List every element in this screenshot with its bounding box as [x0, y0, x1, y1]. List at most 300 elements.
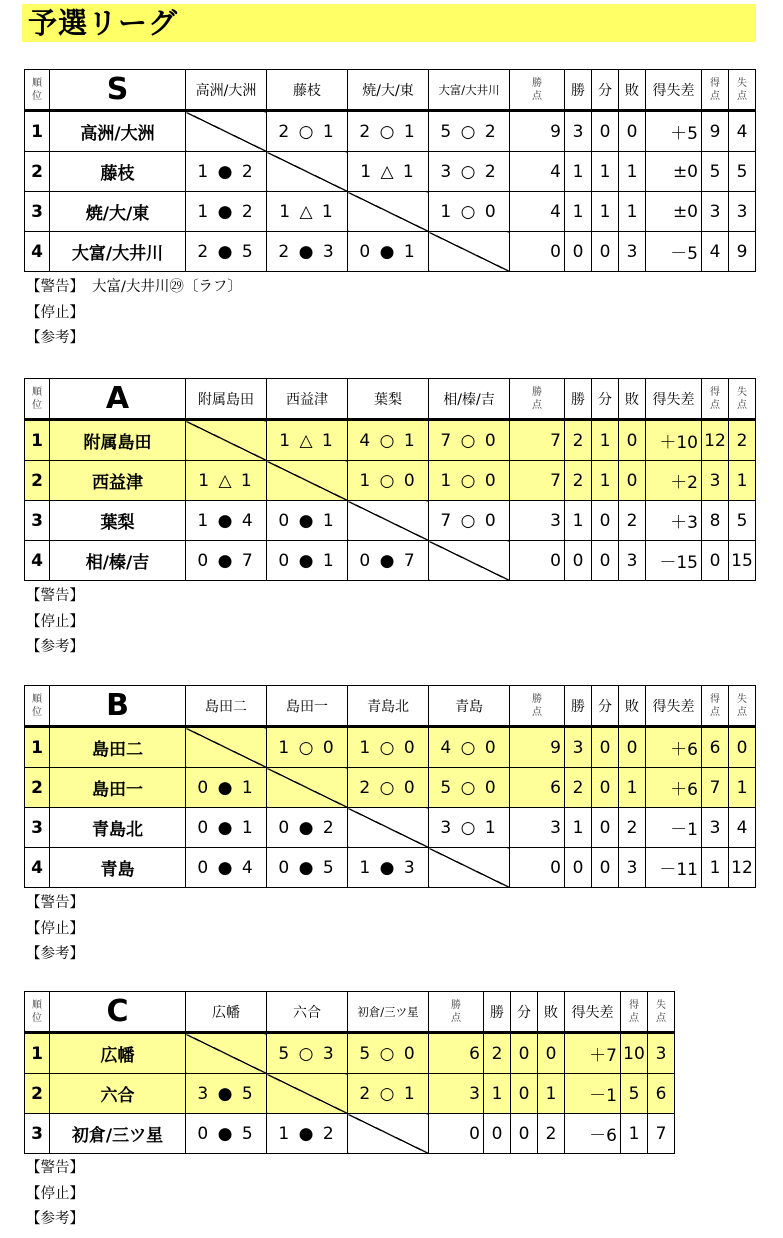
goals-for-cell: 5 [702, 152, 729, 192]
table-row [25, 192, 756, 232]
goals-against-cell: 5 [729, 501, 756, 541]
table-header-row [25, 70, 756, 111]
self-match-diagonal [348, 1114, 429, 1154]
losses-cell: 0 [619, 420, 646, 461]
match-result: 1 ● 2 [267, 1114, 348, 1154]
points-header-bottom: 点 [532, 399, 542, 411]
goals-for-cell: 0 [702, 541, 729, 581]
match-result: 2 ● 5 [186, 232, 267, 272]
warning-note [26, 891, 92, 917]
team-name: 青島 [50, 848, 186, 888]
warning-note-label: 【警告】 [26, 895, 84, 911]
match-result: 1 △ 1 [348, 152, 429, 192]
goals-against-header-bottom: 点 [737, 90, 747, 102]
points-cell: 9 [510, 111, 565, 152]
team-name: 青島北 [50, 808, 186, 848]
team-name: 焼/大/東 [50, 192, 186, 232]
wins-cell: 1 [565, 192, 592, 232]
group-s-block [24, 69, 756, 272]
rank-cell: 2 [25, 1074, 50, 1114]
match-result: 1 ○ 0 [348, 461, 429, 501]
group-letter: C [50, 992, 186, 1033]
goals-against-header [729, 379, 756, 420]
goal-diff-cell: ＋5 [646, 111, 702, 152]
losses-header: 敗 [538, 992, 565, 1033]
match-result: 5 ○ 0 [429, 768, 510, 808]
group-letter: S [50, 70, 186, 111]
match-result: 0 ● 1 [186, 768, 267, 808]
rank-cell: 1 [25, 1033, 50, 1074]
match-result: 2 ○ 1 [348, 1074, 429, 1114]
goals-for-header-bottom: 点 [710, 706, 720, 718]
opponent-header: 相/榛/吉 [429, 379, 510, 420]
group-notes [26, 584, 92, 661]
team-name: 相/榛/吉 [50, 541, 186, 581]
losses-cell: 1 [619, 768, 646, 808]
reference-note-label: 【参考】 [26, 946, 84, 962]
rank-header-bottom: 位 [32, 399, 42, 411]
goals-for-header-bottom: 点 [710, 90, 720, 102]
match-result: 0 ● 2 [267, 808, 348, 848]
losses-cell: 3 [619, 232, 646, 272]
goals-for-cell: 1 [702, 848, 729, 888]
suspension-note-label: 【停止】 [26, 613, 84, 630]
match-result: 0 ● 1 [267, 501, 348, 541]
match-result: 3 ○ 1 [429, 808, 510, 848]
goals-against-cell: 9 [729, 232, 756, 272]
reference-note [26, 942, 92, 968]
goals-for-header [621, 992, 648, 1033]
match-result: 2 ● 3 [267, 232, 348, 272]
points-cell: 6 [510, 768, 565, 808]
match-result: 0 ● 7 [186, 541, 267, 581]
wins-cell: 1 [565, 152, 592, 192]
points-cell: 9 [510, 727, 565, 768]
losses-header: 敗 [619, 70, 646, 111]
match-result: 5 ○ 2 [429, 111, 510, 152]
table-row [25, 1074, 675, 1114]
team-name: 高洲/大洲 [50, 111, 186, 152]
self-match-diagonal [267, 768, 348, 808]
goals-for-cell: 5 [621, 1074, 648, 1114]
goals-for-cell: 3 [702, 461, 729, 501]
match-result: 5 ○ 3 [267, 1033, 348, 1074]
match-result: 7 ○ 0 [429, 420, 510, 461]
goals-against-header-top: 失 [737, 693, 747, 705]
match-result: 0 ● 7 [348, 541, 429, 581]
wins-cell: 2 [484, 1033, 511, 1074]
wins-cell: 2 [565, 768, 592, 808]
goals-against-header [729, 70, 756, 111]
opponent-header: 葉梨 [348, 379, 429, 420]
opponent-header: 大富/大井川 [429, 70, 510, 111]
self-match-diagonal [429, 848, 510, 888]
goals-against-header [648, 992, 675, 1033]
points-header-bottom: 点 [451, 1012, 461, 1024]
goals-for-cell: 6 [702, 727, 729, 768]
wins-cell: 1 [565, 808, 592, 848]
points-cell: 0 [510, 848, 565, 888]
table-row [25, 232, 756, 272]
goal-diff-cell: ＋7 [565, 1033, 621, 1074]
suspension-note [26, 301, 242, 327]
match-result: 1 ○ 0 [429, 192, 510, 232]
team-name: 附属島田 [50, 420, 186, 461]
goals-against-header [729, 686, 756, 727]
group-notes [26, 891, 92, 968]
self-match-diagonal [186, 420, 267, 461]
rank-header-bottom: 位 [32, 1012, 42, 1024]
goal-diff-cell: ＋6 [646, 727, 702, 768]
rank-header-top: 順 [32, 77, 42, 89]
wins-cell: 3 [565, 727, 592, 768]
self-match-diagonal [186, 727, 267, 768]
points-header [429, 992, 484, 1033]
table-row [25, 420, 756, 461]
draws-cell: 0 [592, 232, 619, 272]
table-row [25, 152, 756, 192]
team-name: 大富/大井川 [50, 232, 186, 272]
goals-against-cell: 4 [729, 111, 756, 152]
match-result: 0 ● 1 [348, 232, 429, 272]
goals-for-cell: 9 [702, 111, 729, 152]
wins-cell: 3 [565, 111, 592, 152]
self-match-diagonal [348, 192, 429, 232]
wins-cell: 0 [565, 541, 592, 581]
group-letter: A [50, 379, 186, 420]
match-result: 1 △ 1 [186, 461, 267, 501]
table-row [25, 501, 756, 541]
draws-cell: 0 [592, 501, 619, 541]
table-row [25, 727, 756, 768]
match-result: 1 ○ 0 [348, 727, 429, 768]
draws-cell: 0 [511, 1033, 538, 1074]
wins-cell: 2 [565, 461, 592, 501]
goals-for-cell: 7 [702, 768, 729, 808]
warning-note-label: 【警告】 [26, 279, 84, 295]
rank-cell: 1 [25, 420, 50, 461]
draws-header: 分 [592, 686, 619, 727]
goal-diff-cell: ±0 [646, 192, 702, 232]
losses-cell: 1 [619, 152, 646, 192]
match-result: 7 ○ 0 [429, 501, 510, 541]
wins-cell: 1 [484, 1074, 511, 1114]
goals-for-header [702, 70, 729, 111]
suspension-note-label: 【停止】 [26, 304, 84, 321]
goal-diff-cell: ＋2 [646, 461, 702, 501]
goals-for-cell: 3 [702, 808, 729, 848]
table-row [25, 111, 756, 152]
match-result: 0 ● 1 [186, 808, 267, 848]
goals-for-cell: 12 [702, 420, 729, 461]
draws-cell: 0 [511, 1114, 538, 1154]
match-result: 4 ○ 1 [348, 420, 429, 461]
rank-cell: 2 [25, 152, 50, 192]
rank-cell: 1 [25, 727, 50, 768]
suspension-note [26, 1182, 92, 1208]
rank-header-bottom: 位 [32, 706, 42, 718]
points-header-top: 勝 [532, 693, 542, 705]
match-result: 5 ○ 0 [348, 1033, 429, 1074]
team-name: 初倉/三ツ星 [50, 1114, 186, 1154]
goals-against-cell: 12 [729, 848, 756, 888]
points-cell: 4 [510, 152, 565, 192]
goals-against-cell: 5 [729, 152, 756, 192]
rank-cell: 4 [25, 541, 50, 581]
goal-diff-cell: ＋3 [646, 501, 702, 541]
team-name: 葉梨 [50, 501, 186, 541]
group-notes [26, 1156, 92, 1233]
losses-cell: 1 [538, 1074, 565, 1114]
self-match-diagonal [267, 1074, 348, 1114]
match-result: 2 ○ 0 [348, 768, 429, 808]
table-row [25, 461, 756, 501]
points-cell: 7 [510, 420, 565, 461]
draws-cell: 0 [592, 111, 619, 152]
goals-for-header-top: 得 [629, 999, 639, 1011]
points-cell: 7 [510, 461, 565, 501]
draws-cell: 1 [592, 461, 619, 501]
goal-diff-cell: －1 [565, 1074, 621, 1114]
points-header [510, 379, 565, 420]
match-result: 1 ● 2 [186, 152, 267, 192]
goals-for-cell: 8 [702, 501, 729, 541]
rank-header-top: 順 [32, 386, 42, 398]
opponent-header: 西益津 [267, 379, 348, 420]
wins-cell: 0 [565, 232, 592, 272]
reference-note [26, 1207, 92, 1233]
page-title: 予選リーグ [28, 6, 179, 40]
goals-for-header-bottom: 点 [629, 1012, 639, 1024]
warning-note [26, 275, 242, 301]
goal-diff-header: 得失差 [646, 686, 702, 727]
wins-header: 勝 [484, 992, 511, 1033]
opponent-header: 青島 [429, 686, 510, 727]
rank-header [25, 686, 50, 727]
reference-note [26, 326, 242, 352]
draws-cell: 0 [592, 768, 619, 808]
match-result: 3 ○ 2 [429, 152, 510, 192]
goal-diff-cell: ±0 [646, 152, 702, 192]
self-match-diagonal [348, 501, 429, 541]
suspension-note [26, 917, 92, 943]
team-name: 六合 [50, 1074, 186, 1114]
losses-cell: 0 [538, 1033, 565, 1074]
rank-header-top: 順 [32, 693, 42, 705]
goals-against-cell: 0 [729, 727, 756, 768]
self-match-diagonal [429, 232, 510, 272]
match-result: 1 ○ 0 [429, 461, 510, 501]
self-match-diagonal [186, 111, 267, 152]
rank-header [25, 992, 50, 1033]
losses-cell: 2 [619, 501, 646, 541]
points-header [510, 70, 565, 111]
standings-table [24, 69, 756, 272]
goals-for-cell: 1 [621, 1114, 648, 1154]
rank-cell: 2 [25, 768, 50, 808]
self-match-diagonal [267, 152, 348, 192]
reference-note-label: 【参考】 [26, 330, 84, 346]
page-title-banner [22, 4, 756, 42]
wins-cell: 2 [565, 420, 592, 461]
rank-header [25, 70, 50, 111]
draws-cell: 0 [592, 727, 619, 768]
points-header [510, 686, 565, 727]
goal-diff-header: 得失差 [565, 992, 621, 1033]
goal-diff-cell: －15 [646, 541, 702, 581]
match-result: 0 ● 5 [267, 848, 348, 888]
warning-note-label: 【警告】 [26, 588, 84, 604]
goals-for-header [702, 686, 729, 727]
goals-against-cell: 4 [729, 808, 756, 848]
table-row [25, 541, 756, 581]
points-cell: 6 [429, 1033, 484, 1074]
points-cell: 3 [510, 501, 565, 541]
goals-for-header [702, 379, 729, 420]
reference-note [26, 635, 92, 661]
rank-cell: 3 [25, 808, 50, 848]
opponent-header: 焼/大/東 [348, 70, 429, 111]
opponent-header: 附属島田 [186, 379, 267, 420]
goals-against-header-bottom: 点 [737, 399, 747, 411]
rank-cell: 1 [25, 111, 50, 152]
draws-header: 分 [592, 70, 619, 111]
table-row [25, 1033, 675, 1074]
opponent-header: 島田二 [186, 686, 267, 727]
wins-cell: 0 [484, 1114, 511, 1154]
team-name: 藤枝 [50, 152, 186, 192]
points-cell: 0 [510, 541, 565, 581]
warning-note [26, 584, 92, 610]
rank-cell: 3 [25, 501, 50, 541]
opponent-header: 広幡 [186, 992, 267, 1033]
opponent-header: 六合 [267, 992, 348, 1033]
draws-header: 分 [592, 379, 619, 420]
goals-for-header-top: 得 [710, 77, 720, 89]
goals-against-header-top: 失 [737, 386, 747, 398]
points-header-top: 勝 [451, 999, 461, 1011]
rank-cell: 2 [25, 461, 50, 501]
team-name: 島田一 [50, 768, 186, 808]
table-header-row [25, 992, 675, 1033]
suspension-note [26, 610, 92, 636]
goals-for-cell: 3 [702, 192, 729, 232]
team-name: 広幡 [50, 1033, 186, 1074]
goal-diff-cell: ＋10 [646, 420, 702, 461]
opponent-header: 初倉/三ツ星 [348, 992, 429, 1033]
table-row [25, 808, 756, 848]
table-row [25, 848, 756, 888]
points-header-top: 勝 [532, 77, 542, 89]
self-match-diagonal [348, 808, 429, 848]
reference-note-label: 【参考】 [26, 639, 84, 655]
standings-table [24, 685, 756, 888]
losses-cell: 2 [619, 808, 646, 848]
goals-against-header-bottom: 点 [656, 1012, 666, 1024]
goals-against-cell: 1 [729, 461, 756, 501]
goals-against-cell: 2 [729, 420, 756, 461]
rank-cell: 4 [25, 232, 50, 272]
self-match-diagonal [429, 541, 510, 581]
wins-cell: 0 [565, 848, 592, 888]
goals-against-header-top: 失 [737, 77, 747, 89]
match-result: 4 ○ 0 [429, 727, 510, 768]
draws-cell: 0 [592, 808, 619, 848]
group-c-block [24, 991, 675, 1154]
goals-for-header-top: 得 [710, 386, 720, 398]
self-match-diagonal [267, 461, 348, 501]
goals-against-cell: 1 [729, 768, 756, 808]
goals-against-header-bottom: 点 [737, 706, 747, 718]
opponent-header: 高洲/大洲 [186, 70, 267, 111]
match-result: 1 ○ 0 [267, 727, 348, 768]
opponent-header: 島田一 [267, 686, 348, 727]
wins-cell: 1 [565, 501, 592, 541]
goals-against-cell: 7 [648, 1114, 675, 1154]
points-cell: 3 [510, 808, 565, 848]
standings-table [24, 991, 675, 1154]
draws-cell: 1 [592, 152, 619, 192]
wins-header: 勝 [565, 70, 592, 111]
suspension-note-label: 【停止】 [26, 920, 84, 937]
losses-cell: 0 [619, 111, 646, 152]
goals-for-header-bottom: 点 [710, 399, 720, 411]
goal-diff-cell: ＋6 [646, 768, 702, 808]
match-result: 1 ● 3 [348, 848, 429, 888]
warning-note-text: 大富/大井川㉙〔ラフ〕 [92, 279, 242, 295]
points-header-bottom: 点 [532, 706, 542, 718]
table-header-row [25, 379, 756, 420]
reference-note-label: 【参考】 [26, 1211, 84, 1227]
team-name: 西益津 [50, 461, 186, 501]
losses-cell: 2 [538, 1114, 565, 1154]
rank-header [25, 379, 50, 420]
match-result: 1 ● 2 [186, 192, 267, 232]
match-result: 3 ● 5 [186, 1074, 267, 1114]
table-row [25, 1114, 675, 1154]
group-letter: B [50, 686, 186, 727]
goals-against-header-top: 失 [656, 999, 666, 1011]
wins-header: 勝 [565, 379, 592, 420]
table-row [25, 768, 756, 808]
rank-header-bottom: 位 [32, 90, 42, 102]
group-a-block [24, 378, 756, 581]
points-cell: 3 [429, 1074, 484, 1114]
rank-cell: 3 [25, 1114, 50, 1154]
losses-cell: 0 [619, 727, 646, 768]
rank-cell: 3 [25, 192, 50, 232]
rank-cell: 4 [25, 848, 50, 888]
match-result: 2 ○ 1 [348, 111, 429, 152]
draws-cell: 0 [592, 848, 619, 888]
losses-cell: 3 [619, 848, 646, 888]
match-result: 1 △ 1 [267, 192, 348, 232]
match-result: 2 ○ 1 [267, 111, 348, 152]
losses-cell: 0 [619, 461, 646, 501]
team-name: 島田二 [50, 727, 186, 768]
match-result: 1 △ 1 [267, 420, 348, 461]
match-result: 0 ● 5 [186, 1114, 267, 1154]
losses-cell: 3 [619, 541, 646, 581]
opponent-header: 青島北 [348, 686, 429, 727]
draws-cell: 1 [592, 192, 619, 232]
standings-table [24, 378, 756, 581]
points-header-top: 勝 [532, 386, 542, 398]
suspension-note-label: 【停止】 [26, 1185, 84, 1202]
draws-header: 分 [511, 992, 538, 1033]
match-result: 0 ● 4 [186, 848, 267, 888]
goals-for-cell: 4 [702, 232, 729, 272]
